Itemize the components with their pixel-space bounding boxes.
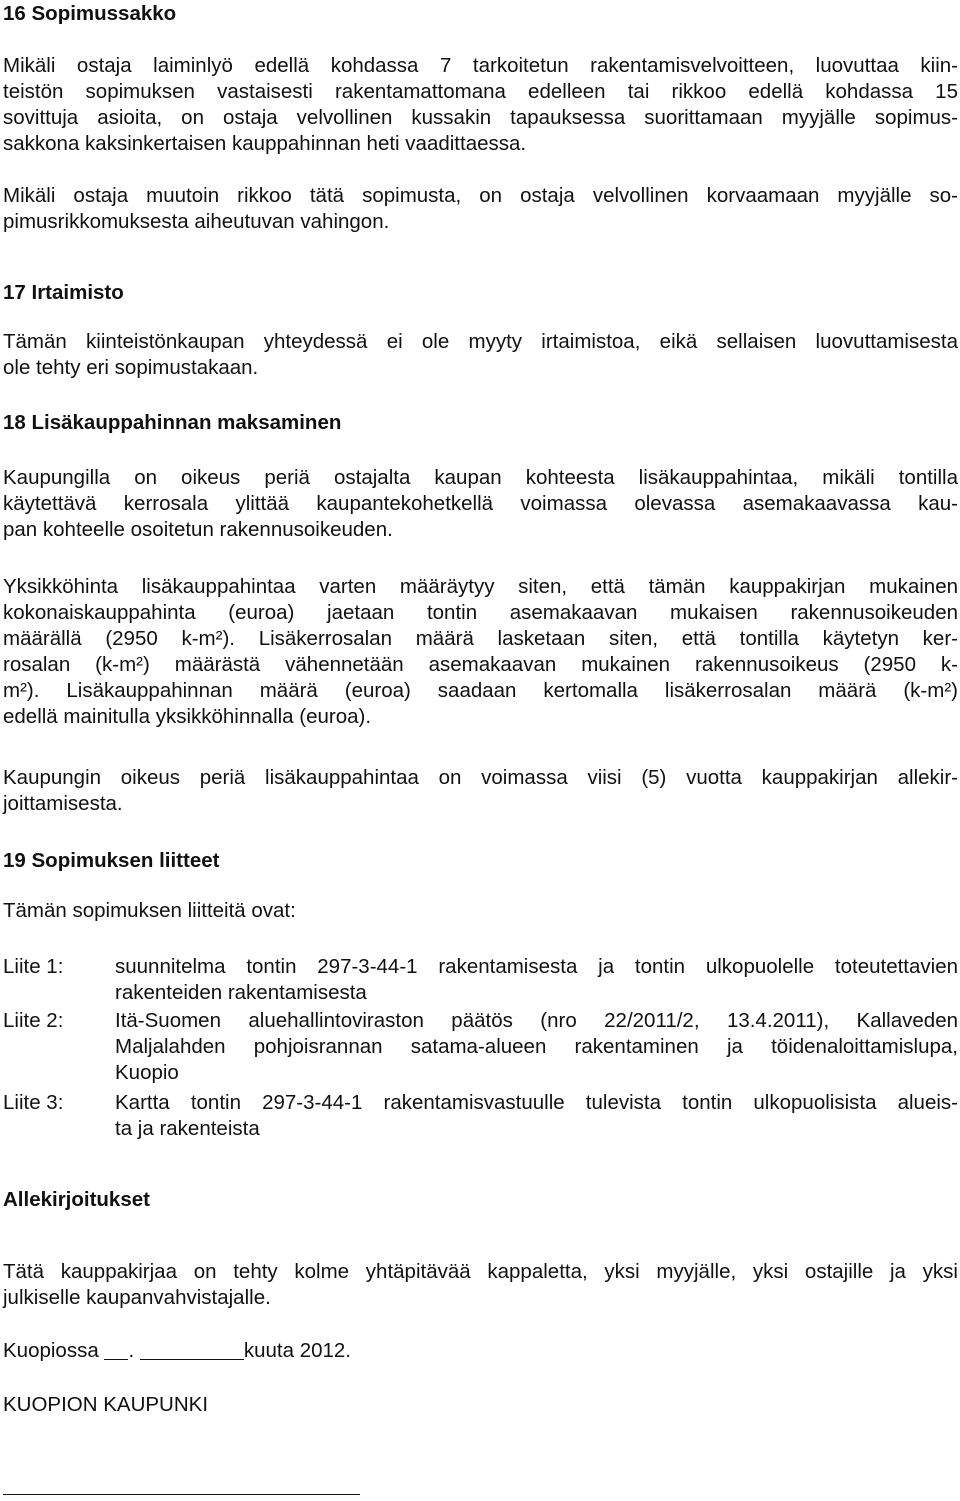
text-line: Kaupungin oikeus periä lisäkauppahintaa on voimassa viisi (5) vuotta kauppakirjan allekir- [3,766,958,789]
attachment-3-label: Liite 3: [3,1091,64,1114]
section-16-heading: 16 Sopimussakko [3,2,177,25]
date-place-line [3,1338,958,1364]
text-line: Kuopio [115,1061,179,1084]
section-16-paragraph-1 [3,53,958,157]
attachment-1-description [115,954,958,1006]
text-line: määrällä (2950 k-m²). Lisäkerrosalan määrä lasketaan siten, että tontilla käytetyn ker- [3,627,958,650]
signatures-heading: Allekirjoitukset [3,1188,150,1211]
text-line: edellä mainitulla yksikköhinnalla (euroa). [3,705,372,728]
text-line: Kartta tontin 297-3-44-1 rakentamisvastuulle tulevista tontin ulkopuolisista alueis- [115,1091,958,1114]
text-line: käytettävä kerrosala ylittää kaupantekohetkellä voimassa olevassa asemakaavassa kau- [3,492,958,515]
text-line: Mikäli ostaja muutoin rikkoo tätä sopimusta, on ostaja velvollinen korvaamaan myyjälle so- [3,184,958,207]
signatures-paragraph [3,1259,958,1311]
section-17-paragraph-1 [3,329,958,381]
section-16-paragraph-2 [3,183,958,235]
text-line: m²). Lisäkauppahinnan määrä (euroa) saadaan kertomalla lisäkerrosalan määrä (k-m²) [3,679,958,702]
text-line: ole tehty eri sopimustakaan. [3,356,259,379]
signing-party: KUOPION KAUPUNKI [3,1393,209,1416]
day-blank[interactable] [104,1339,128,1360]
text-line: pimusrikkomuksesta aiheutuvan vahingon. [3,210,390,233]
section-18-heading: 18 Lisäkauppahinnan maksaminen [3,411,342,434]
place-text: Kuopiossa [3,1339,99,1362]
section-19-heading: 19 Sopimuksen liitteet [3,849,220,872]
text-line: sakkona kaksinkertaisen kauppahinnan heti vaadittaessa. [3,132,527,155]
text-line: sovittuja asioita, on ostaja velvollinen kussakin tapauksessa suorittamaan myyjälle sopimus- [3,106,958,129]
text-line: pan kohteelle osoitetun rakennusoikeuden. [3,518,393,541]
text-line: julkiselle kaupanvahvistajalle. [3,1286,271,1309]
text-line: joittamisesta. [3,792,123,815]
section-19-intro: Tämän sopimuksen liitteitä ovat: [3,899,296,922]
text-line: ta ja rakenteista [115,1117,260,1140]
text-line: rosalan (k-m²) määrästä vähennetään asemakaavan mukainen rakennusoikeus (2950 k- [3,653,958,676]
date-separator: . [128,1339,135,1362]
text-line: Kaupungilla on oikeus periä ostajalta kaupan kohteesta lisäkauppahintaa, mikäli tontilla [3,466,958,489]
text-line: teistön sopimuksen vastaisesti rakentamattomana edelleen tai rikkoo edellä kohdassa 15 [3,80,958,103]
text-line: suunnitelma tontin 297-3-44-1 rakentamisesta ja tontin ulkopuolelle toteutettavien [115,955,958,978]
attachment-3-description [115,1090,958,1142]
section-18-paragraph-2 [3,574,958,730]
text-line: Mikäli ostaja laiminlyö edellä kohdassa 7 tarkoitetun rakentamisvelvoitteen, luovuttaa kiin- [3,54,958,77]
text-line: Itä-Suomen aluehallintoviraston päätös (nro 22/2011/2, 13.4.2011), Kallaveden [115,1009,958,1032]
attachment-1-label: Liite 1: [3,955,64,978]
signature-line[interactable] [3,1494,360,1495]
text-line: rakenteiden rakentamisesta [115,981,367,1004]
attachment-2-label: Liite 2: [3,1009,64,1032]
section-18-paragraph-3 [3,765,958,817]
month-blank[interactable] [140,1339,244,1360]
month-suffix: kuuta 2012. [243,1339,351,1362]
section-17-heading: 17 Irtaimisto [3,281,124,304]
text-line: kokonaiskauppahinta (euroa) jaetaan tontin asemakaavan mukaisen rakennusoikeuden [3,601,958,624]
text-line: Yksikköhinta lisäkauppahintaa varten määräytyy siten, että tämän kauppakirjan mukainen [3,575,958,598]
attachment-2-description [115,1008,958,1086]
text-line: Maljalahden pohjoisrannan satama-alueen rakentaminen ja töidenaloittamislupa, [115,1035,958,1058]
text-line: Tämän kiinteistönkaupan yhteydessä ei ole myyty irtaimistoa, eikä sellaisen luovuttamisesta [3,330,958,353]
section-18-paragraph-1 [3,465,958,543]
text-line: Tätä kauppakirjaa on tehty kolme yhtäpitävää kappaletta, yksi myyjälle, yksi ostajille ja yksi [3,1260,958,1283]
